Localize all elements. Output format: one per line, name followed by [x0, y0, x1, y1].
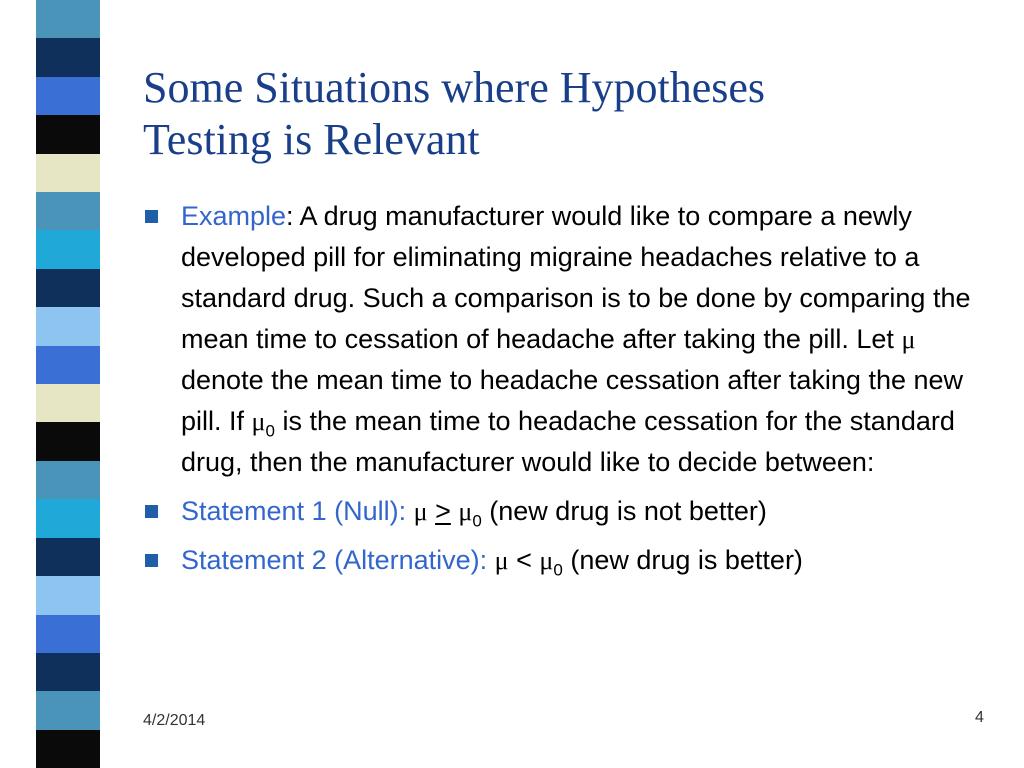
bullet-example	[143, 196, 1003, 483]
stripe-block	[36, 615, 100, 653]
slide-page-number: 4	[975, 709, 984, 726]
stripe-block	[36, 384, 100, 422]
mu0-symbol: μ	[539, 546, 554, 575]
statement-2-label: Statement 2 (Alternative):	[181, 545, 495, 575]
example-text-part1: : A drug manufacturer would like to compare a newly developed pill for eliminating migraine headaches relative to a standard drug. Such a comparison is to be done by comparing the mean time to cessation of headache after taking the pill. Let	[181, 201, 971, 354]
slide-date: 4/2/2014	[143, 712, 206, 729]
stripe-block	[36, 38, 100, 76]
slide-title-line-1: Some Situations where Hypotheses	[143, 63, 766, 112]
bullet-statement-1	[143, 491, 1003, 532]
stripe-block	[36, 461, 100, 499]
example-text-part3: is the mean time to headache cessation for the standard drug, then the manufacturer would like to decide between:	[181, 406, 955, 477]
less-than-operator: <	[516, 545, 532, 575]
mu-symbol: μ	[901, 325, 916, 354]
square-bullet-icon	[145, 505, 158, 518]
example-label: Example	[181, 201, 287, 231]
stripe-block	[36, 576, 100, 614]
mu0-symbol: μ	[251, 407, 266, 436]
square-bullet-icon	[145, 554, 158, 567]
stripe-block	[36, 422, 100, 460]
stripe-block	[36, 154, 100, 192]
stripe-block	[36, 192, 100, 230]
statement-1-text: (new drug is not better)	[481, 496, 767, 526]
stripe-block	[36, 0, 100, 38]
stripe-block	[36, 115, 100, 153]
greater-equal-operator: >	[435, 496, 451, 526]
stripe-block	[36, 230, 100, 268]
stripe-block	[36, 691, 100, 729]
stripe-block	[36, 77, 100, 115]
mu0-subscript: 0	[472, 511, 482, 531]
slide-title	[143, 62, 993, 166]
slide-title-line-2: Testing is Relevant	[143, 115, 480, 164]
mu0-subscript: 0	[553, 560, 563, 580]
example-text-part2: denote the mean time to headache cessation after taking the new pill. If	[181, 365, 964, 436]
statement-2-text: (new drug is better)	[562, 545, 803, 575]
mu-symbol: μ	[494, 546, 509, 575]
square-bullet-icon	[145, 210, 158, 223]
stripe-block	[36, 499, 100, 537]
statement-1-label: Statement 1 (Null):	[181, 496, 414, 526]
stripe-block	[36, 307, 100, 345]
stripe-block	[36, 269, 100, 307]
stripe-block	[36, 346, 100, 384]
mu0-symbol: μ	[458, 497, 473, 526]
stripe-block	[36, 653, 100, 691]
slide-body	[143, 196, 1003, 589]
decorative-stripe	[36, 0, 100, 768]
bullet-statement-2	[143, 540, 1003, 581]
stripe-block	[36, 730, 100, 768]
stripe-block	[36, 538, 100, 576]
mu0-subscript: 0	[265, 421, 275, 441]
mu-symbol: μ	[413, 497, 428, 526]
